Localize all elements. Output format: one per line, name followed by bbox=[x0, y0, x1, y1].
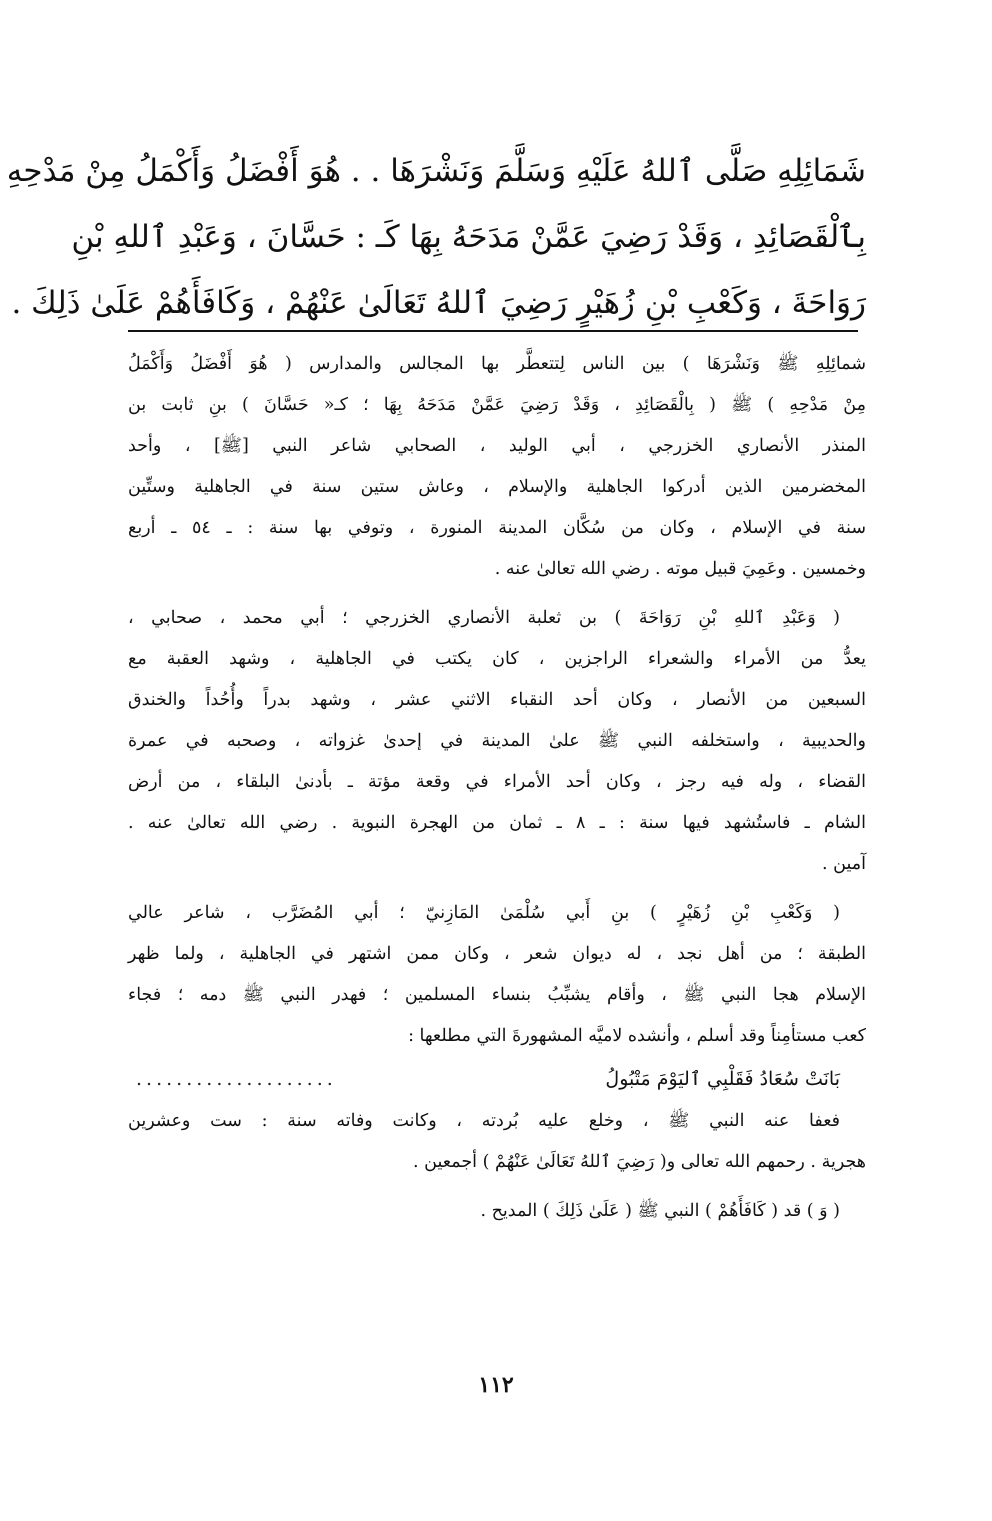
poem-verse bbox=[128, 1057, 866, 1101]
commentary-line: الطبقة ؛ من أهل نجد ، له ديوان شعر ، وكان ممن اشتهر في الجاهلية ، ولما ظهر bbox=[128, 944, 866, 964]
verse-first-hemistich: بَانَتْ سُعَادُ فَقَلْبِي ٱليَوْمَ مَتْبُولُ bbox=[605, 1068, 840, 1090]
commentary-line: هجرية . رحمهم الله تعالى و( رَضِيَ ٱللهُ تَعَالَىٰ عَنْهُمْ ) أجمعين . bbox=[413, 1152, 866, 1172]
commentary-line: السبعين من الأنصار ، وكان أحد النقباء الاثني عشر ، وشهد بدراً وأُحُداً والخندق bbox=[128, 690, 866, 710]
commentary-paragraph-4 bbox=[128, 1101, 866, 1183]
commentary-line: كعب مستأمِناً وقد أسلم ، وأنشده لاميَّه المشهورةَ التي مطلعها : bbox=[408, 1026, 866, 1046]
commentary-paragraph-2 bbox=[128, 598, 866, 885]
paragraph-gap bbox=[128, 1183, 866, 1191]
separator-rule bbox=[128, 330, 858, 332]
main-text-block bbox=[6, 138, 866, 336]
page-number: ١١٢ bbox=[478, 1372, 514, 1398]
commentary-line: آمين . bbox=[822, 854, 866, 874]
commentary-line: فعفا عنه النبي ﷺ ، وخلع عليه بُردته ، وكانت وفاته سنة : ست وعشرين bbox=[128, 1111, 840, 1131]
commentary-line: الشام ـ فاستُشهد فيها سنة : ـ ٨ ـ ثمان من الهجرة النبوية . رضي الله تعالىٰ عنه . bbox=[128, 813, 866, 833]
commentary-line: وخمسين . وعَمِيَ قبيل موته . رضي الله تعالىٰ عنه . bbox=[494, 559, 866, 579]
commentary-line: الإسلام هجا النبي ﷺ ، وأقام يشبِّبُ بنساء المسلمين ؛ فهدر النبي ﷺ دمه ؛ فجاء bbox=[128, 985, 866, 1005]
commentary-line: سنة في الإسلام ، وكان من سُكَّان المدينة المنورة ، وتوفي بها سنة : ـ ٥٤ ـ أربع bbox=[128, 518, 866, 538]
commentary-line: مِنْ مَدْحِهِ ) ﷺ ( بِالْقَصَائِدِ ، وَقَدْ رَضِيَ عَمَّنْ مَدَحَهُ بِهَا ؛ كـ« حَسَّانَ ) بنِ ثابت بن bbox=[128, 395, 866, 415]
commentary-line: المخضرمين الذين أدركوا الجاهلية والإسلام ، وعاش ستين سنة في الجاهلية وستِّين bbox=[128, 477, 866, 497]
commentary-line: ( وَعَبْدِ ٱللهِ بْنِ رَوَاحَةَ ) بن ثعلبة الأنصاري الخزرجي ؛ أبي محمد ، صحابي ، bbox=[128, 608, 840, 628]
commentary-line: يعدُّ من الأمراء والشعراء الراجزين ، كان يكتب في الجاهلية ، وشهد العقبة مع bbox=[128, 649, 866, 669]
main-text-line: بِٱلْقَصَائِدِ ، وَقَدْ رَضِيَ عَمَّنْ مَدَحَهُ بِهَا كَـ : حَسَّانَ ، وَعَبْدِ ٱللهِ بْنِ bbox=[71, 219, 866, 255]
commentary-paragraph-5 bbox=[128, 1191, 866, 1232]
main-text-line: شَمَائِلِهِ صَلَّى ٱللهُ عَلَيْهِ وَسَلَّمَ وَنَشْرَهَا . . هُوَ أَفْضَلُ وَأَكْمَلُ مِنْ مَدْحِهِ bbox=[6, 153, 866, 189]
commentary-block bbox=[128, 344, 866, 1232]
main-text-line: رَوَاحَةَ ، وَكَعْبِ بْنِ زُهَيْرٍ رَضِيَ ٱللهُ تَعَالَىٰ عَنْهُمْ ، وَكَافَأَهُمْ عَلَىٰ ذَلِكَ . bbox=[11, 285, 866, 321]
paragraph-gap bbox=[128, 885, 866, 893]
verse-second-hemistich: .................... bbox=[136, 1068, 337, 1090]
commentary-line: والحديبية ، واستخلفه النبي ﷺ علىٰ المدينة في إحدىٰ غزواته ، وصحبه في عمرة bbox=[128, 731, 866, 751]
commentary-line: ( وَ ) قد ( كَافَأَهُمْ ) النبي ﷺ ( عَلَىٰ ذَلِكَ ) المديح . bbox=[480, 1201, 840, 1221]
commentary-line: ( وَكَعْبِ بْنِ زُهَيْرٍ ) بنِ أَبي سُلْمَىٰ المَازِنيّ ؛ أبي المُضَرَّب ، شاعر عالي bbox=[128, 903, 840, 923]
commentary-paragraph-1 bbox=[128, 344, 866, 590]
commentary-line: القضاء ، وله فيه رجز ، وكان أحد الأمراء في وقعة مؤتة ـ بأدنىٰ البلقاء ، من أرض bbox=[128, 772, 866, 792]
commentary-paragraph-3 bbox=[128, 893, 866, 1057]
commentary-line: شمائِلِهِ ﷺ وَنَشْرَهَا ) بين الناس لِتتعطَّر بها المجالس والمدارس ( هُوَ أَفْضَلُ وَأَكْمَلُ bbox=[128, 354, 866, 374]
commentary-line: المنذر الأنصاري الخزرجي ، أبي الوليد ، الصحابي شاعر النبي [ﷺ] ، وأحد bbox=[128, 436, 866, 456]
paragraph-gap bbox=[128, 590, 866, 598]
